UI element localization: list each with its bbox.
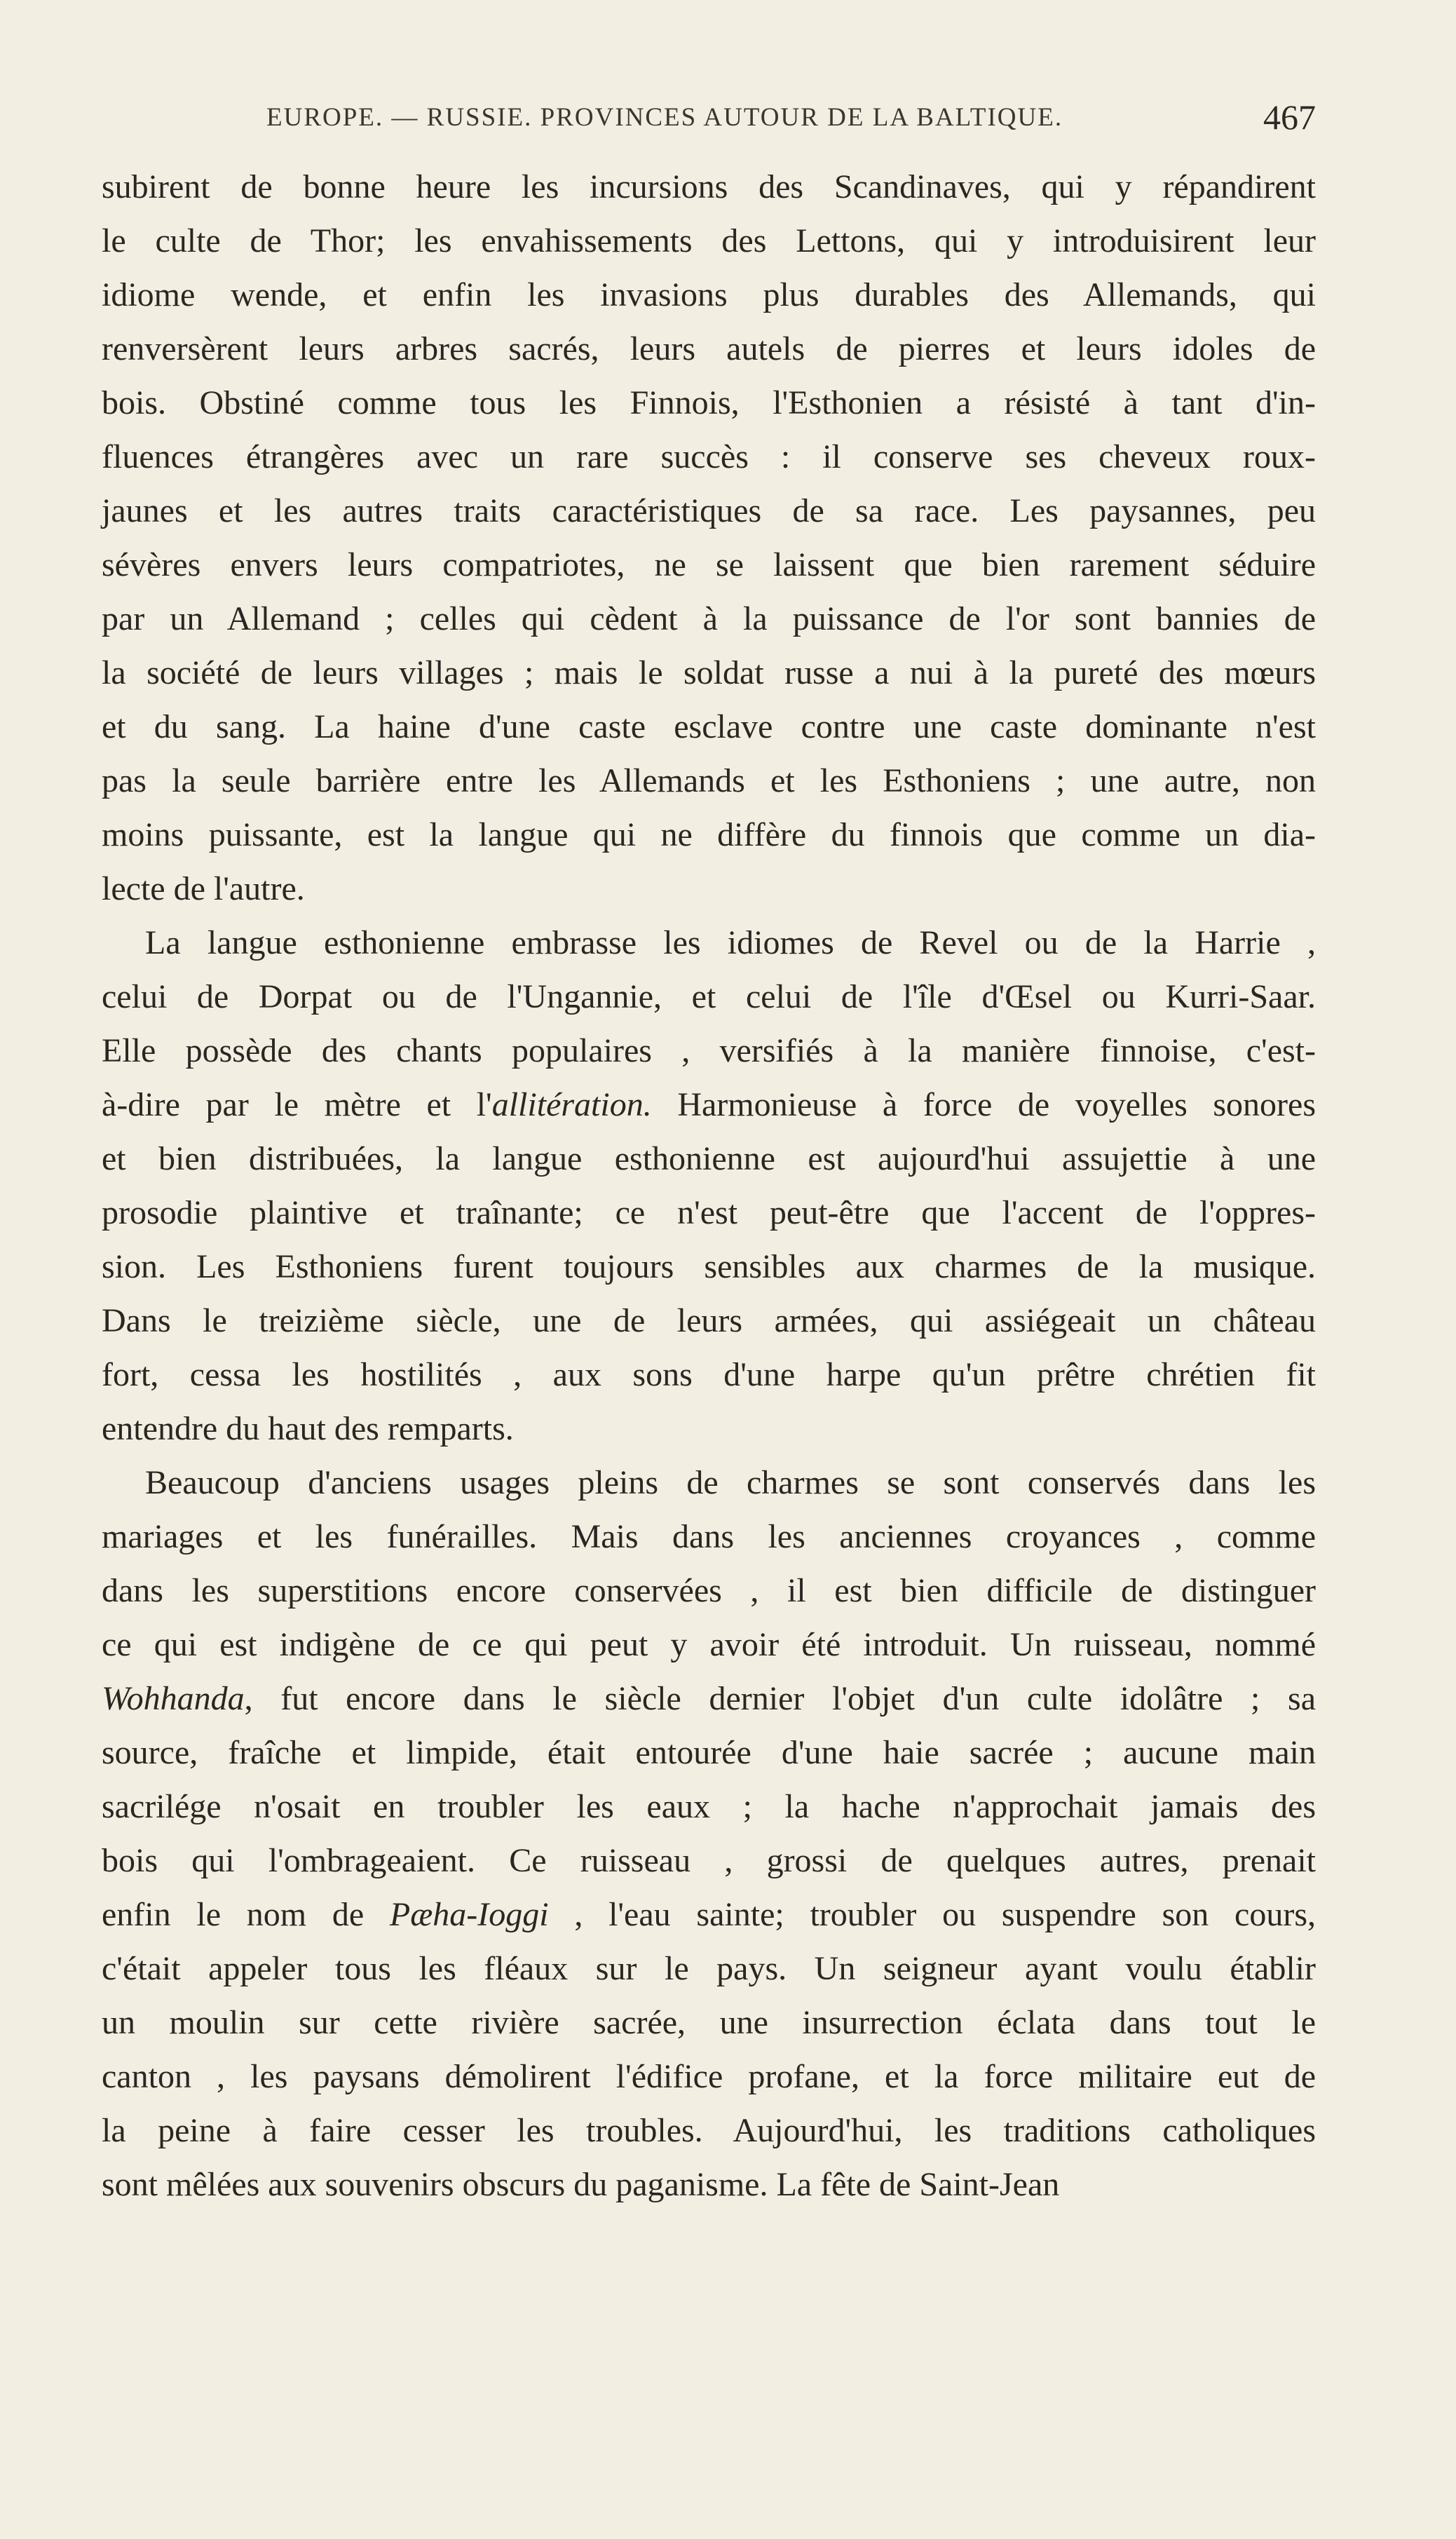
text-line: pas la seule barrière entre les Allemands et les Esthoniens ; une autre, non: [102, 762, 1316, 799]
running-title: EUROPE. — RUSSIE. PROVINCES AUTOUR DE LA BALTIQUE.: [266, 103, 1063, 132]
text-line: enfin le nom de Pæha-Ioggi , l'eau sainte; troubler ou suspendre son cours,: [102, 1896, 1316, 1933]
text-line: bois qui l'ombrageaient. Ce ruisseau , grossi de quelques autres, prenait: [102, 1842, 1316, 1879]
text-line: par un Allemand ; celles qui cèdent à la puissance de l'or sont bannies de: [102, 600, 1316, 637]
text-line: Dans le treizième siècle, une de leurs armées, qui assiégeait un château: [102, 1302, 1316, 1339]
text-line: prosodie plaintive et traînante; ce n'est peut-être que l'accent de l'oppres-: [102, 1194, 1316, 1231]
text-line: et bien distribuées, la langue esthonienne est aujourd'hui assujettie à une: [102, 1140, 1316, 1177]
text-line: moins puissante, est la langue qui ne diffère du finnois que comme un dia-: [102, 816, 1316, 853]
text-line: fluences étrangères avec un rare succès : il conserve ses cheveux roux-: [102, 438, 1316, 475]
text-line: c'était appeler tous les fléaux sur le pays. Un seigneur ayant voulu établir: [102, 1950, 1316, 1987]
text-line: La langue esthonienne embrasse les idiomes de Revel ou de la Harrie ,: [145, 924, 1316, 961]
text-line: lecte de l'autre.: [102, 870, 305, 907]
italic-term: allitération.: [491, 1086, 652, 1123]
text-line: sion. Les Esthoniens furent toujours sensibles aux charmes de la musique.: [102, 1248, 1316, 1285]
paragraph: [102, 916, 1316, 1456]
text-line: fort, cessa les hostilités , aux sons d'une harpe qu'un prêtre chrétien fit: [102, 1356, 1316, 1393]
italic-term: Wohhanda: [102, 1680, 245, 1717]
italic-term: Pæha-Ioggi: [389, 1896, 549, 1933]
page-number: 467: [1263, 97, 1316, 137]
text-line: sacrilége n'osait en troubler les eaux ; la hache n'approchait jamais des: [102, 1788, 1316, 1825]
text-line: Wohhanda, fut encore dans le siècle dernier l'objet d'un culte idolâtre ; sa: [102, 1680, 1316, 1717]
text-line: la peine à faire cesser les troubles. Aujourd'hui, les traditions catholiques: [102, 2112, 1316, 2149]
text-line: un moulin sur cette rivière sacrée, une insurrection éclata dans tout le: [102, 2004, 1316, 2041]
text-line: jaunes et les autres traits caractéristiques de sa race. Les paysannes, peu: [102, 492, 1316, 529]
text-line: source, fraîche et limpide, était entourée d'une haie sacrée ; aucune main: [102, 1734, 1316, 1771]
text-line: Elle possède des chants populaires , versifiés à la manière finnoise, c'est-: [102, 1032, 1316, 1069]
text-line: entendre du haut des remparts.: [102, 1410, 514, 1447]
text-line: canton , les paysans démolirent l'édifice profane, et la force militaire eut de: [102, 2058, 1316, 2095]
paragraph: [102, 1456, 1316, 2212]
text-line: Beaucoup d'anciens usages pleins de charmes se sont conservés dans les: [145, 1464, 1316, 1501]
running-head: [102, 97, 1316, 139]
body-text: [102, 160, 1316, 2212]
text-line: sont mêlées aux souvenirs obscurs du paganisme. La fête de Saint-Jean: [102, 2166, 1060, 2203]
text-line: ce qui est indigène de ce qui peut y avoir été introduit. Un ruisseau, nommé: [102, 1626, 1316, 1663]
text-line: à-dire par le mètre et l'allitération. Harmonieuse à force de voyelles sonores: [102, 1086, 1316, 1123]
text-line: mariages et les funérailles. Mais dans les anciennes croyances , comme: [102, 1518, 1316, 1555]
text-line: bois. Obstiné comme tous les Finnois, l'Esthonien a résisté à tant d'in-: [102, 384, 1316, 421]
text-line: et du sang. La haine d'une caste esclave contre une caste dominante n'est: [102, 708, 1316, 745]
text-line: celui de Dorpat ou de l'Ungannie, et celui de l'île d'Œsel ou Kurri-Saar.: [102, 978, 1316, 1015]
text-line: sévères envers leurs compatriotes, ne se laissent que bien rarement séduire: [102, 546, 1316, 583]
text-line: subirent de bonne heure les incursions des Scandinaves, qui y répandirent: [102, 168, 1316, 205]
paragraph: [102, 160, 1316, 916]
text-line: dans les superstitions encore conservées , il est bien difficile de distinguer: [102, 1572, 1316, 1609]
text-line: idiome wende, et enfin les invasions plus durables des Allemands, qui: [102, 276, 1316, 313]
text-line: le culte de Thor; les envahissements des Lettons, qui y introduisirent leur: [102, 222, 1316, 259]
text-line: renversèrent leurs arbres sacrés, leurs autels de pierres et leurs idoles de: [102, 330, 1316, 367]
text-line: la société de leurs villages ; mais le soldat russe a nui à la pureté des mœurs: [102, 654, 1316, 691]
